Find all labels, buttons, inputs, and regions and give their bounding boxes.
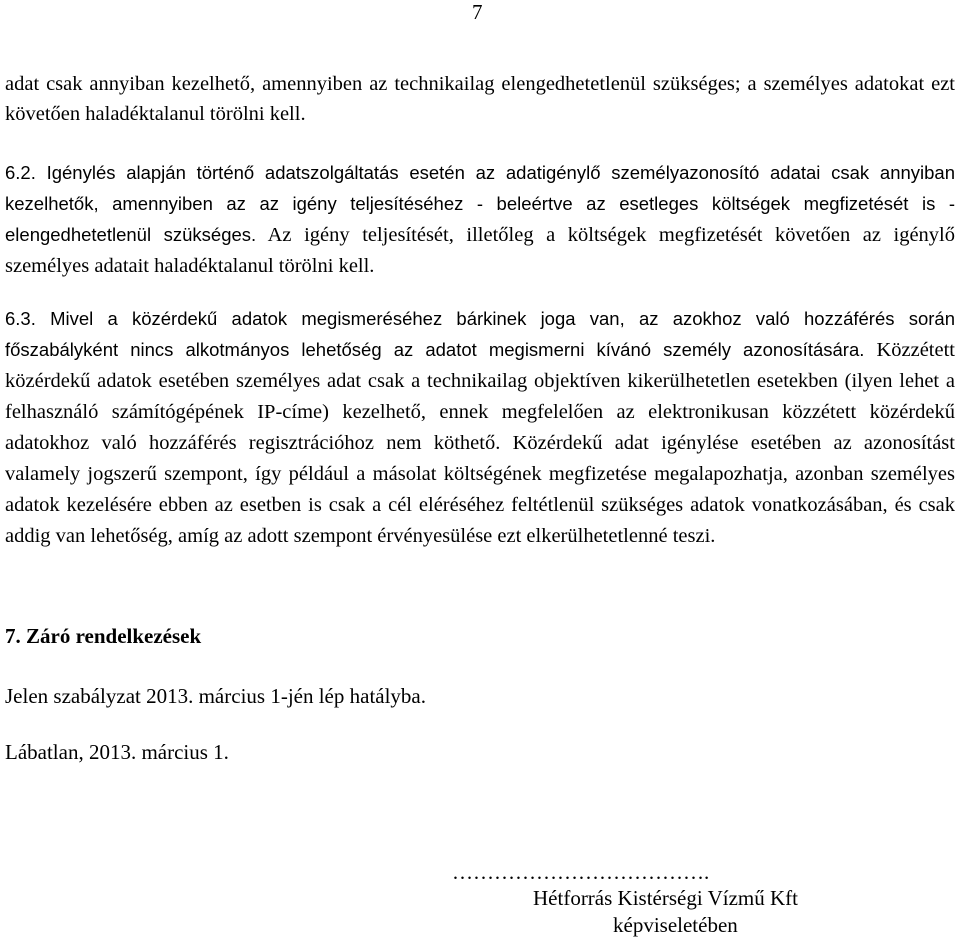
- paragraph-6-3: [5, 303, 955, 551]
- paragraph-6-2-text-a: 6.2. Igénylés alapján történő adatszolgáltatás esetén az adatigénylő személyazonosító adatai csak annyiban kezelhetők, amennyiben az az igény teljesítéséhez - beleértve az esetleges költségek megfizetését is - elengedhetetlenül szükséges.: [5, 162, 955, 245]
- paragraph-6-3-text-b: Közzétett közérdekű adatok esetében személyes adat csak a technikailag objektíven kikerülhetetlen esetekben (ilyen lehet a felhasználó számítógépének IP-címe) kezelhető, ennek megfelelően az elektronikusan közzétett közérdekű adatokhoz való hozzáférés regisztrációhoz nem köthető. Közérdekű adat igénylése esetében az azonosítást valamely jogszerű szempont, így például a másolat költségének megfizetése megalapozhatja, azonban személyes adatok kezelésére ebben az esetben is csak a cél eléréséhez feltétlenül szükséges adatok vonatkozásában, és csak addig van lehetőség, amíg az adott szempont érvényesülése ezt elkerülhetetlenné teszi.: [5, 339, 955, 547]
- place-date-line: Lábatlan, 2013. március 1.: [5, 740, 229, 764]
- paragraph-6-3-text-a: 6.3. Mivel a közérdekű adatok megismeréséhez bárkinek joga van, az azokhoz való hozzáférés során főszabályként nincs alkotmányos lehetőség az adatot megismerni kívánó személy azonosítására.: [5, 308, 955, 360]
- signature-name: Hétforrás Kistérségi Vízmű Kft: [533, 886, 798, 910]
- page-number: 7: [472, 0, 483, 24]
- signature-line: ……………………………….: [452, 860, 710, 884]
- effective-date-line: Jelen szabályzat 2013. március 1-jén lép hatályba.: [5, 684, 427, 708]
- signature-role: képviseletében: [613, 913, 738, 937]
- paragraph-intro-text: adat csak annyiban kezelhető, amennyiben az technikailag elengedhetetlenül szükséges; a személyes adatokat ezt követően haladéktalanul törölni kell.: [5, 73, 955, 125]
- paragraph-intro: [5, 69, 955, 129]
- paragraph-6-2-text-b: Az igény teljesítését, illetőleg a költségek megfizetését követően az igénylő személyes adatait haladéktalanul törölni kell.: [5, 224, 955, 277]
- paragraph-6-2: [5, 157, 955, 281]
- section-heading: 7. Záró rendelkezések: [5, 624, 202, 648]
